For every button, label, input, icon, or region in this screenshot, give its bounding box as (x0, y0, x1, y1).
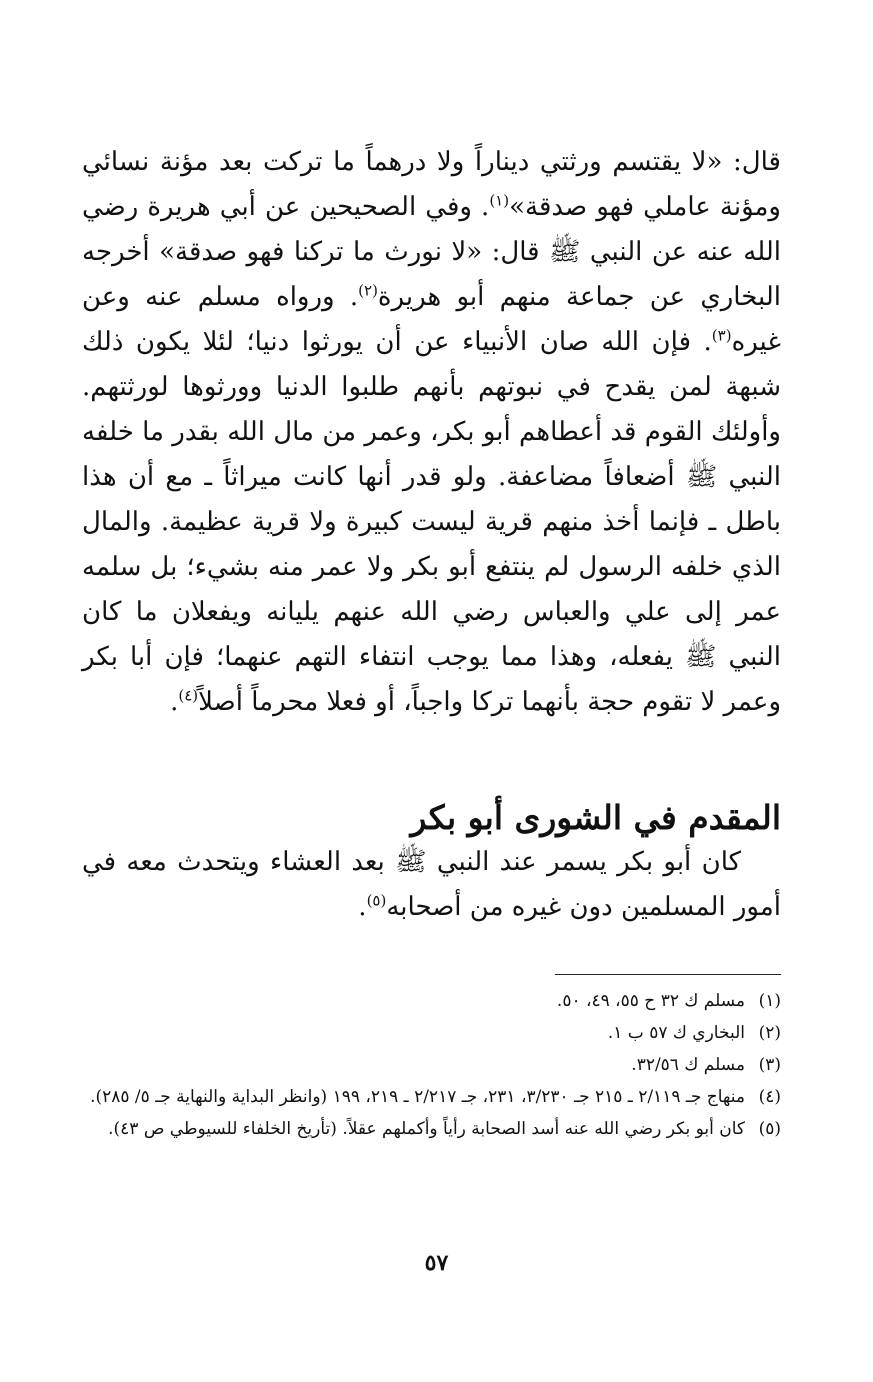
footnote-ref-2: (٢) (358, 281, 378, 300)
paragraph-text: . وفي الصحيحين عن أبي هريرة رضي الله عنه عن النبي ﷺ قال: «لا نورث ما تركنا فهو صدقة» أخرجه البخاري عن جماعة منهم أبو هريرة (82, 192, 781, 312)
footnote-number: (١) (758, 991, 781, 1011)
footnote-1 (82, 985, 781, 1017)
footnote-text: البخاري ك ٥٧ ب ١. (607, 1023, 745, 1043)
footnote-number: (٤) (758, 1087, 781, 1107)
paragraph-text: . ورواه مسلم عنه وعن غيره (82, 282, 781, 357)
footnote-4 (82, 1081, 781, 1113)
footnote-ref-3: (٣) (711, 326, 732, 345)
main-text (82, 140, 781, 930)
footnote-text: كان أبو بكر رضي الله عنه أسد الصحابة رأياً وأكملهم عقلاً. (تأريخ الخلفاء للسيوطي ص ٤٣). (108, 1119, 745, 1139)
footnote-ref-5: (٥) (366, 891, 387, 910)
footnote-text: مسلم ك ٣٢ ح ٥٥، ٤٩، ٥٠. (556, 991, 745, 1011)
paragraph-end: . (170, 687, 179, 717)
paragraph-main (82, 140, 781, 725)
footnote-text: مسلم ك ٣٢/٥٦. (631, 1055, 745, 1075)
footnote-number: (٢) (758, 1023, 781, 1043)
footnote-ref-4: (٤) (178, 686, 199, 705)
footnote-text: منهاج جـ ٢/١١٩ ـ ٢١٥ جـ ٣/٢٣٠، ٢٣١، جـ ٢/٢١٧ ـ ٢١٩، ١٩٩ (وانظر البداية والنهاية جـ ٥/ ٢٨٥). (90, 1087, 745, 1107)
footnote-2 (82, 1017, 781, 1049)
footnote-separator (555, 974, 781, 975)
intro-end: . (358, 892, 367, 922)
intro-text: كان أبو بكر يسمر عند النبي ﷺ بعد العشاء ويتحدث معه في أمور المسلمين دون غيره من أصحابه (82, 847, 781, 922)
footnote-number: (٣) (758, 1055, 781, 1075)
footnote-ref-1: (١) (489, 191, 510, 210)
paragraph-text: . فإن الله صان الأنبياء عن أن يورثوا دنيا؛ لئلا يكون ذلك شبهة لمن يقدح في نبوتهم بأنهم طلبوا الدنيا وورثوها لورثتهم. وأولئك القوم قد أعطاهم أبو بكر، وعمر من مال الله بقدر ما خلفه النبي ﷺ أضعافاً مضاعفة. ولو قدر أنها كانت ميراثاً ـ مع أن هذا باطل ـ فإنما أخذ منهم قرية ليست كبيرة ولا قرية عظيمة. والمال الذي خلفه الرسول لم ينتفع أبو بكر ولا عمر منه بشيء؛ بل سلمه عمر إلى علي والعباس رضي الله عنهم يليانه ويفعلان ما كان النبي ﷺ يفعله، وهذا مما يوجب انتفاء التهم عنهما؛ فإن أبا بكر وعمر لا تقوم حجة بأنهما تركا واجباً، أو فعلا محرماً أصلاً (82, 327, 781, 717)
paragraph-text: قال: «لا يقتسم ورثتي ديناراً ولا درهماً ما تركت بعد مؤنة نسائي ومؤنة عاملي فهو صدقة» (82, 147, 781, 222)
footnotes (82, 985, 781, 1145)
footnote-number: (٥) (758, 1119, 781, 1139)
footnote-5 (82, 1113, 781, 1145)
section-title: المقدم في الشورى أبو بكر (410, 798, 781, 837)
footnote-3 (82, 1049, 781, 1081)
page-number: ٥٧ (424, 1250, 449, 1276)
paragraph-intro (82, 840, 781, 930)
